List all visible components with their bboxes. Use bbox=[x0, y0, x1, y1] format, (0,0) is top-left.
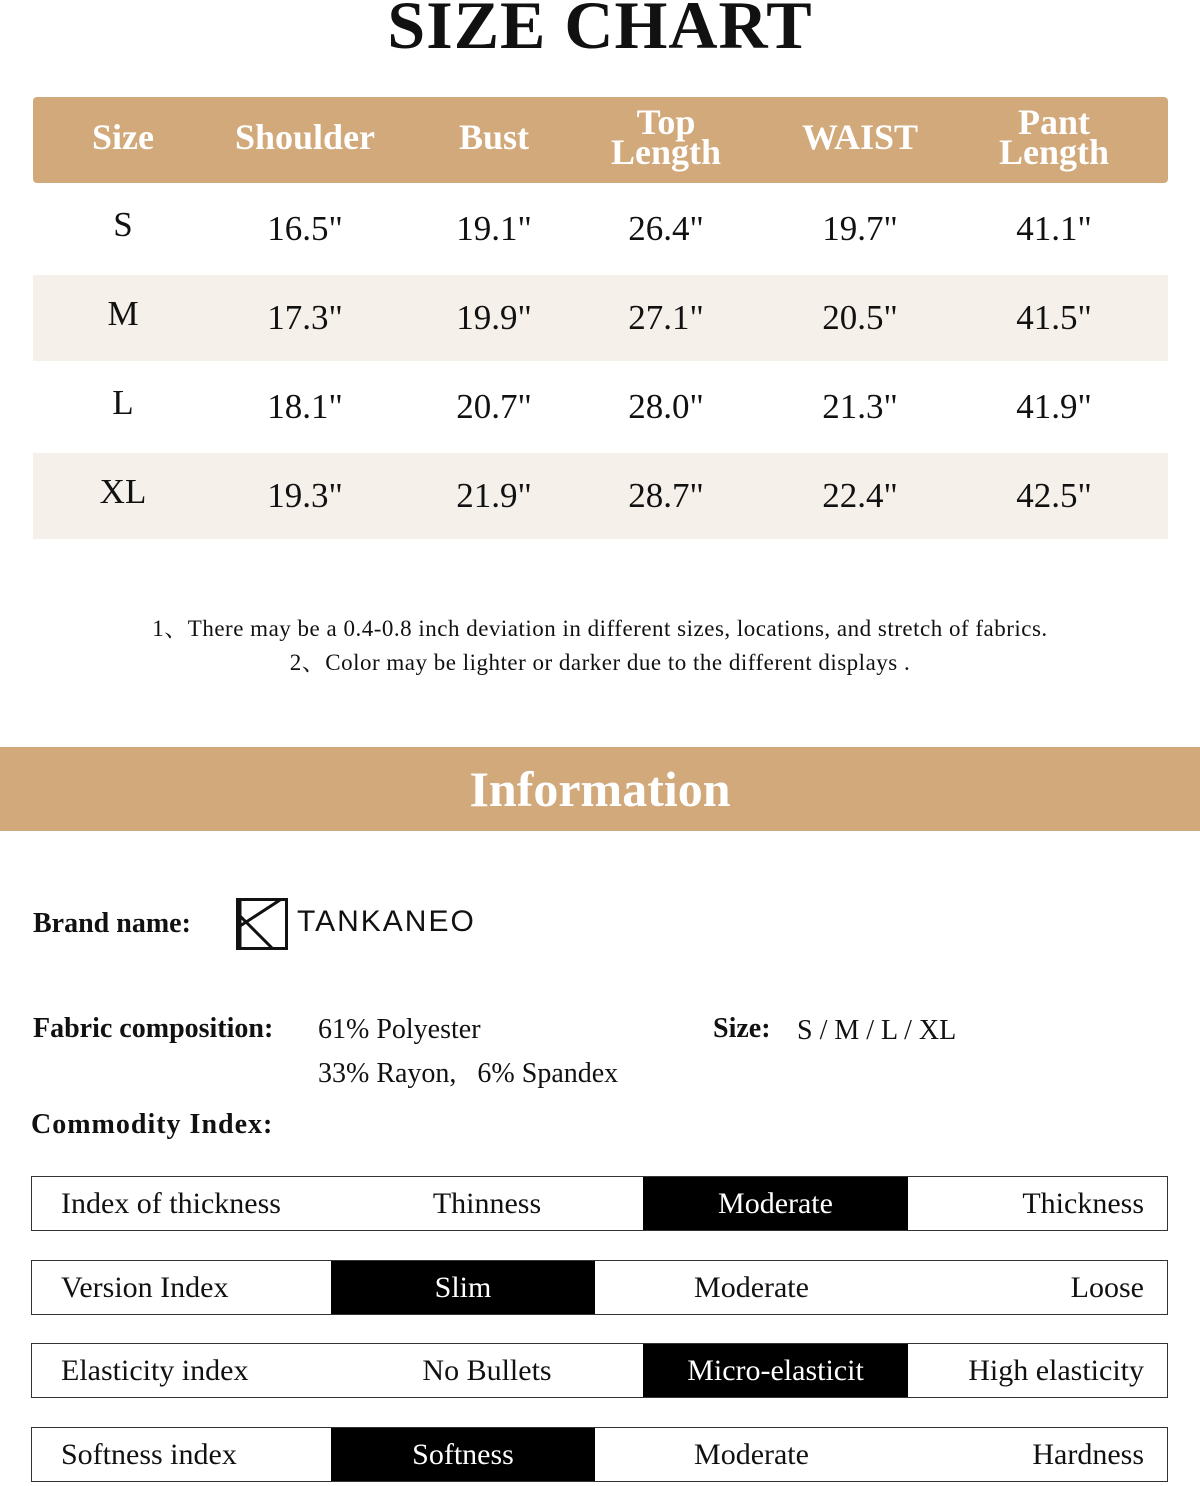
column-header bbox=[458, 117, 530, 157]
index-option: Thickness bbox=[1022, 1187, 1144, 1220]
fabric-line-1: 61% Polyester bbox=[318, 1014, 481, 1045]
index-option: Moderate bbox=[694, 1271, 809, 1304]
index-option: Hardness bbox=[1032, 1438, 1144, 1471]
size-cell: L bbox=[112, 383, 134, 422]
measurement-cell: 41.9" bbox=[1016, 387, 1092, 426]
column-header bbox=[801, 117, 919, 157]
column-header bbox=[998, 102, 1110, 172]
size-value: S / M / L / XL bbox=[797, 1015, 957, 1046]
brand-logo-icon bbox=[236, 898, 288, 950]
column-header bbox=[234, 117, 376, 157]
index-row bbox=[31, 1427, 1168, 1482]
index-name: Softness index bbox=[61, 1438, 237, 1471]
size-cell: S bbox=[113, 205, 133, 244]
measurement-cell: 26.4" bbox=[628, 209, 704, 248]
size-cell: M bbox=[107, 294, 139, 333]
measurement-cell: 41.1" bbox=[1016, 209, 1092, 248]
table-row bbox=[33, 453, 1168, 539]
index-option-selected: Softness bbox=[331, 1428, 595, 1481]
notes bbox=[0, 612, 1200, 680]
table-row bbox=[33, 186, 1168, 272]
column-header-line: Bust bbox=[458, 117, 530, 157]
commodity-index-label: Commodity Index: bbox=[31, 1109, 274, 1140]
size-cell: XL bbox=[99, 472, 147, 511]
measurement-cell: 17.3" bbox=[267, 298, 343, 337]
measurement-cell: 16.5" bbox=[267, 209, 343, 248]
index-name: Index of thickness bbox=[61, 1187, 281, 1220]
column-header-line: Shoulder bbox=[234, 117, 376, 157]
table-row bbox=[33, 364, 1168, 450]
measurement-cell: 20.5" bbox=[822, 298, 898, 337]
column-header bbox=[610, 102, 722, 172]
index-row bbox=[31, 1176, 1168, 1231]
information-banner: Information bbox=[0, 747, 1200, 831]
column-header bbox=[92, 117, 154, 157]
measurement-cell: 41.5" bbox=[1016, 298, 1092, 337]
page-title: SIZE CHART bbox=[387, 0, 813, 63]
measurement-cell: 27.1" bbox=[628, 298, 704, 337]
measurement-cell: 18.1" bbox=[267, 387, 343, 426]
size-label: Size: bbox=[713, 1013, 771, 1044]
note-line-2: 2、Color may be lighter or darker due to the different displays . bbox=[289, 650, 911, 675]
measurement-cell: 19.3" bbox=[267, 476, 343, 515]
index-name: Elasticity index bbox=[61, 1354, 249, 1387]
measurement-cell: 42.5" bbox=[1016, 476, 1092, 515]
column-header-line: Length bbox=[610, 132, 722, 172]
note-line-1: 1、There may be a 0.4-0.8 inch deviation in different sizes, locations, and stretch of fabrics. bbox=[152, 616, 1048, 641]
index-row bbox=[31, 1343, 1168, 1398]
index-option-selected: Micro-elasticit bbox=[643, 1344, 908, 1397]
fabric-line-2: 33% Rayon, 6% Spandex bbox=[318, 1058, 619, 1089]
measurement-cell: 28.0" bbox=[628, 387, 704, 426]
table-header-row bbox=[33, 97, 1168, 183]
measurement-cell: 21.3" bbox=[822, 387, 898, 426]
column-header-line: WAIST bbox=[801, 117, 919, 157]
measurement-cell: 19.9" bbox=[456, 298, 532, 337]
fabric-label: Fabric composition: bbox=[33, 1013, 274, 1044]
index-option: No Bullets bbox=[422, 1354, 552, 1387]
column-header-line: Length bbox=[998, 132, 1110, 172]
measurement-cell: 19.7" bbox=[822, 209, 898, 248]
column-header-line: Pant bbox=[1018, 102, 1090, 142]
brand-name-text: TANKANEO bbox=[297, 905, 476, 938]
measurement-cell: 21.9" bbox=[456, 476, 532, 515]
index-option: Loose bbox=[1070, 1271, 1144, 1304]
measurement-cell: 28.7" bbox=[628, 476, 704, 515]
index-option-selected: Slim bbox=[331, 1261, 595, 1314]
index-option: Thinness bbox=[432, 1187, 542, 1220]
column-header-line: Size bbox=[92, 117, 154, 157]
measurement-cell: 20.7" bbox=[456, 387, 532, 426]
index-option: Moderate bbox=[694, 1438, 809, 1471]
column-header-line: Top bbox=[636, 102, 696, 142]
size-chart-table bbox=[33, 97, 1168, 539]
index-row bbox=[31, 1260, 1168, 1315]
index-option: High elasticity bbox=[968, 1354, 1144, 1387]
index-option-selected: Moderate bbox=[643, 1177, 908, 1230]
measurement-cell: 22.4" bbox=[822, 476, 898, 515]
table-row bbox=[33, 275, 1168, 361]
index-name: Version Index bbox=[61, 1271, 229, 1304]
brand-label: Brand name: bbox=[33, 908, 191, 939]
measurement-cell: 19.1" bbox=[456, 209, 532, 248]
